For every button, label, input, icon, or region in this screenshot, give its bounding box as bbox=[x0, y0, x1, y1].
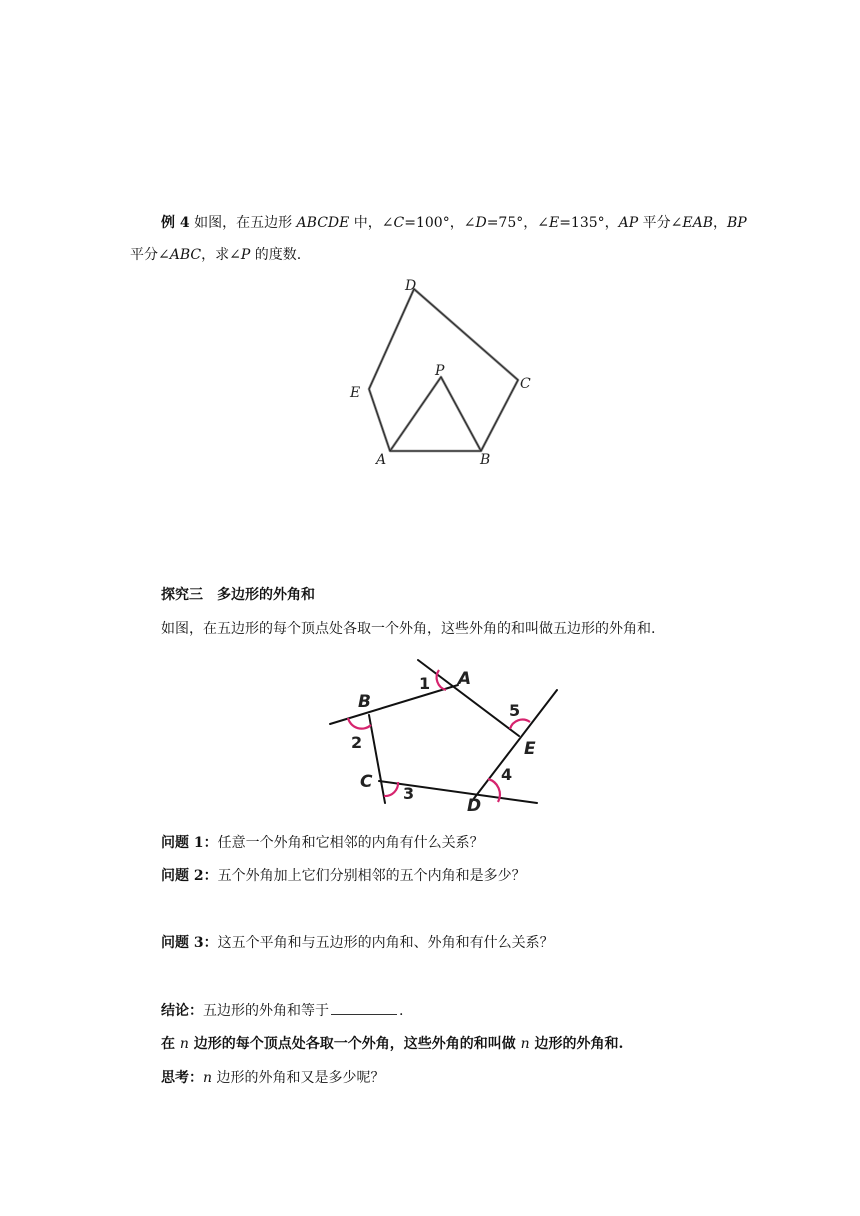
text: =100°，∠ bbox=[404, 215, 476, 231]
angle-label-5: 5 bbox=[509, 701, 521, 720]
text: 平分∠ bbox=[638, 215, 683, 231]
text: 边形的每个顶点处各取一个外角，这些外角的和叫做 bbox=[188, 1036, 521, 1052]
general-definition bbox=[161, 1034, 623, 1054]
var: ABC bbox=[169, 247, 202, 263]
var: AP bbox=[618, 215, 639, 231]
text: ， bbox=[713, 215, 727, 231]
text: ，求∠ bbox=[201, 247, 241, 263]
var-n: n bbox=[520, 1036, 530, 1052]
question-3-text: 这五个平角和与五边形的内角和、外角和有什么关系？ bbox=[217, 935, 554, 951]
var: D bbox=[475, 215, 487, 231]
label-d: D bbox=[405, 278, 417, 294]
angle-label-2: 2 bbox=[351, 733, 363, 752]
question-2-text: 五个外角加上它们分别相邻的五个内角和是多少？ bbox=[217, 868, 526, 884]
question-2 bbox=[161, 866, 526, 886]
question-1 bbox=[161, 833, 484, 853]
question-1-label: 问题 1： bbox=[161, 835, 218, 851]
angle-2-arc bbox=[348, 718, 371, 729]
angle-label-4: 4 bbox=[501, 765, 513, 784]
vertex-e: E bbox=[524, 739, 536, 759]
angle-label-1: 1 bbox=[419, 674, 431, 693]
text: 平分∠ bbox=[130, 247, 170, 263]
label-e: E bbox=[350, 385, 361, 401]
polygon-name: ABCDE bbox=[296, 215, 350, 231]
period: . bbox=[399, 1003, 404, 1019]
example4-label: 例 4 bbox=[161, 215, 190, 231]
var-n: n bbox=[179, 1036, 189, 1052]
var-n: n bbox=[203, 1070, 213, 1086]
label-c: C bbox=[520, 376, 531, 392]
angle-label-3: 3 bbox=[403, 784, 415, 803]
question-2-label: 问题 2： bbox=[161, 868, 218, 884]
section3-title: 探究三 多边形的外角和 bbox=[161, 587, 315, 603]
label-b: B bbox=[480, 452, 491, 468]
label-p: P bbox=[435, 363, 445, 379]
answer-blank[interactable] bbox=[331, 1014, 397, 1015]
conclusion-label: 结论： bbox=[161, 1003, 203, 1019]
var: P bbox=[240, 247, 251, 263]
conclusion-text: 五边形的外角和等于 bbox=[203, 1003, 329, 1019]
question-1-text: 任意一个外角和它相邻的内角有什么关系？ bbox=[217, 835, 484, 851]
text: 在 bbox=[161, 1036, 180, 1052]
vertex-a: A bbox=[458, 669, 472, 689]
line-through-b-a bbox=[330, 685, 458, 724]
var: E bbox=[548, 215, 560, 231]
question-3-label: 问题 3： bbox=[161, 935, 218, 951]
think-text: 边形的外角和又是多少呢？ bbox=[212, 1070, 385, 1086]
label-a: A bbox=[376, 452, 387, 468]
var: BP bbox=[727, 215, 747, 231]
text: 中，∠ bbox=[349, 215, 394, 231]
question-3 bbox=[161, 933, 554, 953]
text: 的度数. bbox=[250, 247, 302, 263]
section3-intro: 如图，在五边形的每个顶点处各取一个外角，这些外角的和叫做五边形的外角和. bbox=[161, 621, 656, 637]
var: C bbox=[393, 215, 405, 231]
conclusion bbox=[161, 1001, 403, 1021]
think-label: 思考： bbox=[161, 1070, 203, 1086]
think bbox=[161, 1068, 384, 1088]
text: 如图，在五边形 bbox=[194, 215, 297, 231]
text: 边形的外角和. bbox=[529, 1036, 624, 1052]
text: =75°，∠ bbox=[486, 215, 549, 231]
var: EAB bbox=[682, 215, 713, 231]
vertex-b: B bbox=[358, 692, 371, 712]
vertex-c: C bbox=[360, 772, 373, 792]
text: =135°， bbox=[559, 215, 619, 231]
vertex-d: D bbox=[467, 796, 482, 816]
